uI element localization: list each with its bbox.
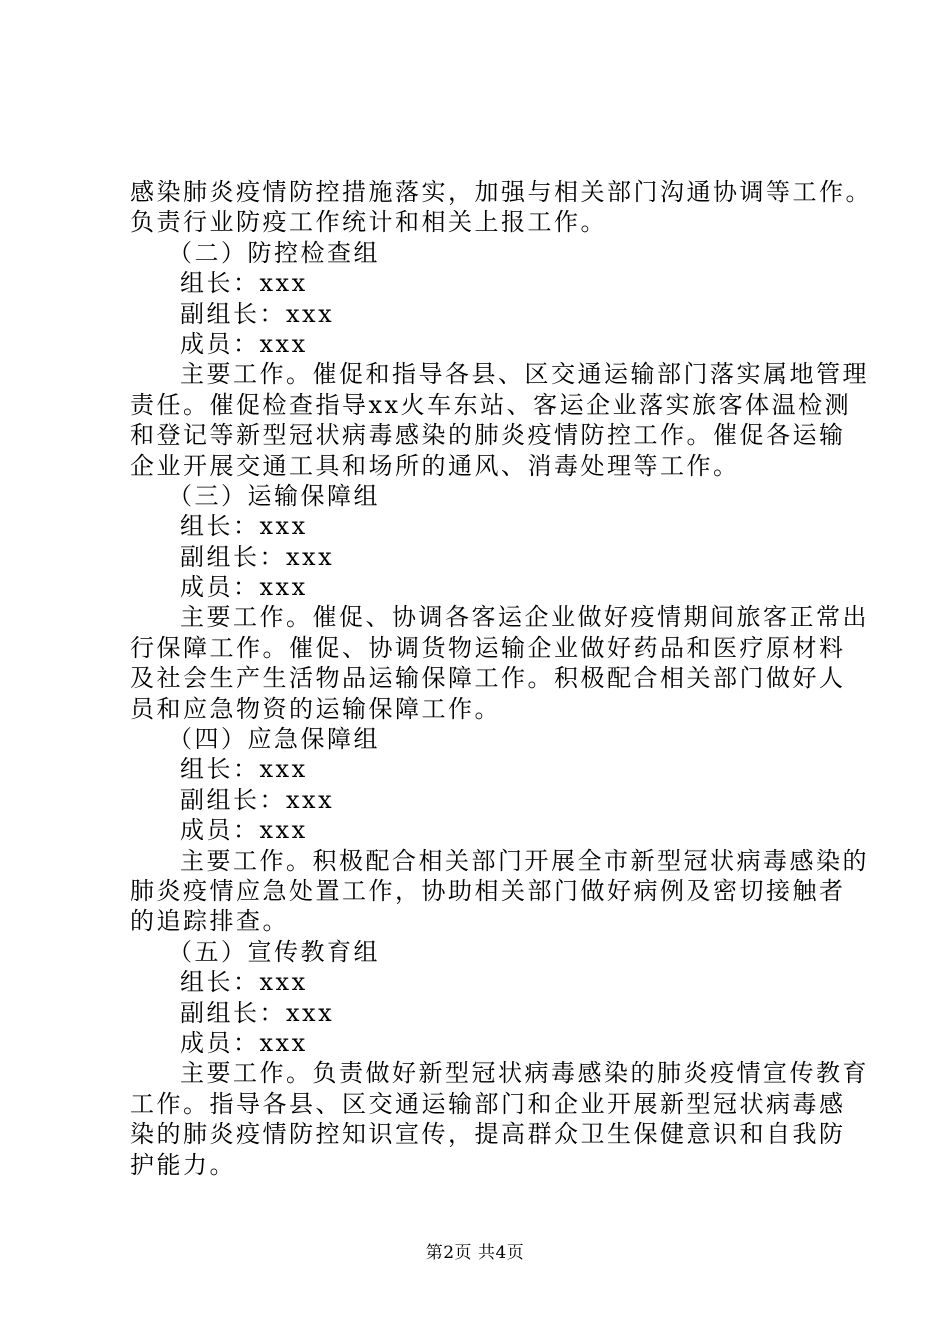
text-line: 主要工作。催促和指导各县、区交通运输部门落实属地管理: [180, 360, 869, 389]
document-body: [130, 177, 872, 1180]
text-line: 副组长：xxx: [180, 299, 335, 328]
text-line: 责任。催促检查指导xx火车东站、客运企业落实旅客体温检测: [130, 390, 852, 419]
text-line: 的追踪排查。: [130, 907, 289, 936]
section-heading: （四）应急保障组: [168, 725, 380, 754]
text-line: 主要工作。催促、协调各客运企业做好疫情期间旅客正常出: [180, 603, 869, 632]
text-line: 护能力。: [130, 1150, 236, 1179]
text-line: 组长：xxx: [180, 512, 308, 541]
text-line: 成员：xxx: [180, 816, 308, 845]
text-line: 行保障工作。催促、协调货物运输企业做好药品和医疗原材料: [130, 633, 846, 662]
page-footer: 第2页 共4页: [425, 1243, 525, 1263]
text-line: 组长：xxx: [180, 269, 308, 298]
section-heading: （二）防控检查组: [168, 238, 380, 267]
text-line: 负责行业防疫工作统计和相关上报工作。: [130, 208, 607, 237]
text-line: 感染肺炎疫情防控措施落实，加强与相关部门沟通协调等工作。: [130, 178, 872, 206]
text-line: 染的肺炎疫情防控知识宣传，提高群众卫生保健意识和自我防: [130, 1120, 846, 1149]
text-line: 员和应急物资的运输保障工作。: [130, 694, 501, 723]
text-line: 肺炎疫情应急处置工作，协助相关部门做好病例及密切接触者: [130, 876, 846, 905]
text-line: 副组长：xxx: [180, 542, 335, 571]
text-line: 副组长：xxx: [180, 998, 335, 1027]
text-line: 企业开展交通工具和场所的通风、消毒处理等工作。: [130, 451, 740, 480]
text-line: 主要工作。积极配合相关部门开展全市新型冠状病毒感染的: [180, 846, 869, 875]
text-line: 工作。指导各县、区交通运输部门和企业开展新型冠状病毒感: [130, 1089, 846, 1118]
text-line: 副组长：xxx: [180, 785, 335, 814]
section-heading: （三）运输保障组: [168, 481, 380, 510]
text-line: 组长：xxx: [180, 968, 308, 997]
text-line: 组长：xxx: [180, 755, 308, 784]
text-line: 主要工作。负责做好新型冠状病毒感染的肺炎疫情宣传教育: [180, 1059, 869, 1088]
text-line: 及社会生产生活物品运输保障工作。积极配合相关部门做好人: [130, 664, 846, 693]
text-line: 和登记等新型冠状病毒感染的肺炎疫情防控工作。催促各运输: [130, 421, 846, 450]
section-heading: （五）宣传教育组: [168, 937, 380, 966]
text-line: 成员：xxx: [180, 1028, 308, 1057]
text-line: 成员：xxx: [180, 573, 308, 602]
text-line: 成员：xxx: [180, 329, 308, 358]
